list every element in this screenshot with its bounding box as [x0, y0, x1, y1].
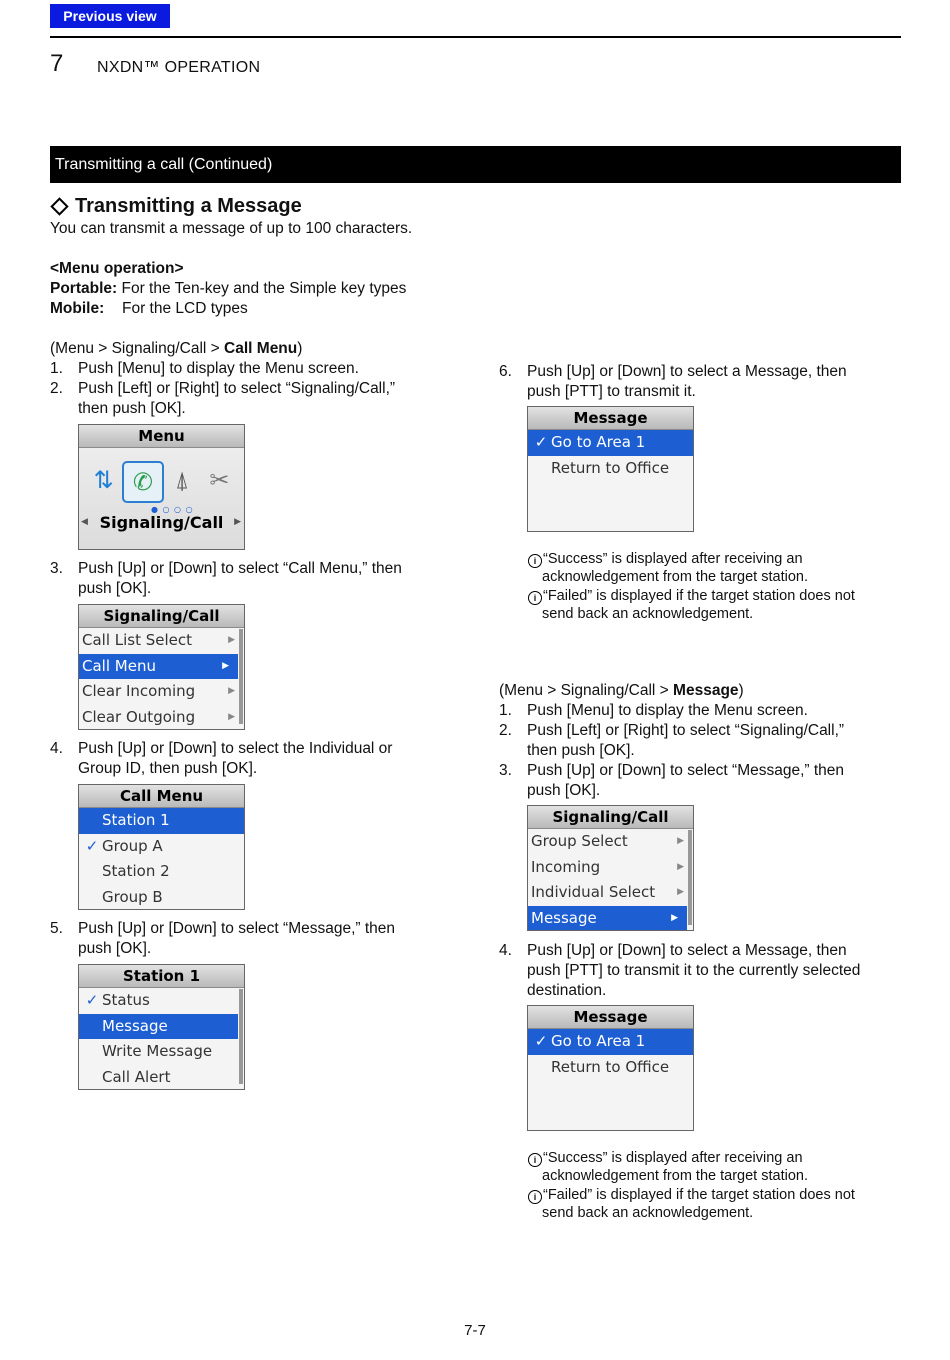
lcd-scrollbar [688, 830, 692, 925]
left-step-3-cont: push [OK]. [78, 580, 152, 597]
path-suffix: ) [738, 682, 744, 699]
left-step-4 [50, 739, 392, 759]
lcd-title: Message [528, 407, 693, 430]
section-title [50, 195, 302, 218]
step-text: Push [Left] or [Right] to select “Signaling/Call,” [527, 722, 845, 739]
chevron-right-icon: ▶ [677, 887, 684, 897]
lcd-item-selected: ✓ Go to Area 1 [528, 430, 693, 456]
chevron-right-icon: ▶ [671, 912, 678, 923]
lcd-scrollbar [239, 989, 243, 1084]
right-menu-path [499, 681, 744, 701]
right-step-4 [499, 941, 847, 961]
right-step-3-cont: push [OK]. [527, 782, 601, 799]
lcd-item: Individual Select ▶ [528, 880, 693, 906]
path-bold: Message [673, 682, 739, 699]
chevron-right-icon: ▶ [222, 660, 229, 671]
left-menu-path [50, 339, 302, 359]
menu-label-text: Signaling/Call [99, 513, 224, 532]
lcd-item: Return to Office [551, 458, 670, 477]
left-arrow-icon: ◀ [81, 517, 88, 527]
menu-icon-row [79, 461, 244, 503]
lcd-message-screen-2 [527, 1005, 694, 1131]
note-failed-1-cont: send back an acknowledgement. [542, 606, 754, 622]
lcd-title: Message [528, 1006, 693, 1029]
lcd-item: Station 2 [102, 862, 170, 880]
lcd-signaling-call-screen [78, 604, 245, 730]
lcd-message-screen-1 [527, 406, 694, 532]
left-step-4-cont: Group ID, then push [OK]. [78, 760, 258, 777]
left-step-5-cont: push [OK]. [78, 940, 152, 957]
path-suffix: ) [297, 340, 303, 357]
left-step-2-cont: then push [OK]. [78, 400, 186, 417]
chevron-right-icon: ▶ [228, 635, 235, 645]
lcd-item: Clear Outgoing ▶ [79, 705, 244, 731]
portable-text: For the Ten-key and the Simple key types [121, 280, 407, 297]
section-banner: Transmitting a call (Continued) [50, 146, 901, 183]
lcd-menu-screen [78, 424, 245, 550]
section-title-text: Transmitting a Message [75, 195, 302, 217]
step-text: Push [Up] or [Down] to select the Individual or [78, 740, 393, 757]
note-success-2-cont: acknowledgement from the target station. [542, 1168, 808, 1184]
lcd-station-1-screen [78, 964, 245, 1090]
checkmark-icon: ✓ [534, 1032, 548, 1050]
note-failed-2-cont: send back an acknowledgement. [542, 1205, 754, 1221]
lcd-item-selected: ✓ Go to Area 1 [528, 1029, 693, 1055]
phone-icon: ✆ [122, 461, 163, 503]
portable-label: Portable: [50, 280, 118, 297]
info-icon: i [528, 591, 542, 605]
diamond-icon [50, 197, 68, 215]
chevron-right-icon: ▶ [677, 836, 684, 846]
lcd-item-selected: Message [79, 1014, 238, 1040]
checkmark-icon: ✓ [85, 991, 99, 1009]
page-number: 7-7 [464, 1322, 486, 1339]
step-text: Push [Up] or [Down] to select a Message, then [527, 363, 847, 380]
info-icon: i [528, 1190, 542, 1204]
step-number: 5. [50, 920, 63, 937]
step-text: Push [Menu] to display the Menu screen. [527, 702, 808, 719]
left-step-1 [50, 359, 359, 379]
lcd-item: ✓ Status [79, 988, 244, 1014]
step-text: Push [Up] or [Down] to select “Message,” then [527, 762, 845, 779]
step-number: 4. [50, 740, 63, 757]
right-step-1 [499, 701, 808, 721]
previous-view-button[interactable]: Previous view [50, 4, 170, 28]
mobile-line [50, 299, 248, 319]
chevron-right-icon: ▶ [677, 861, 684, 872]
menu-selected-label [79, 513, 244, 532]
checkmark-icon: ✓ [85, 836, 99, 855]
step-text: Push [Up] or [Down] to select “Message,” then [78, 920, 396, 937]
step-number: 2. [50, 380, 63, 397]
step-number: 6. [499, 363, 512, 380]
lcd-item: Call Alert [102, 1067, 171, 1086]
right-step-4-cont: push [PTT] to transmit it to the currently selected [527, 962, 861, 979]
step-number: 2. [499, 722, 512, 739]
menu-operation-heading: <Menu operation> [50, 260, 184, 277]
lcd-signaling-call-screen-2 [527, 805, 694, 931]
chevron-right-icon: ▶ [228, 686, 235, 696]
lcd-item: Group B [102, 887, 163, 906]
path-bold: Call Menu [224, 340, 298, 357]
lcd-title: Call Menu [79, 785, 244, 808]
step-text: Push [Left] or [Right] to select “Signaling/Call,” [78, 380, 396, 397]
step-number: 1. [50, 360, 63, 377]
page-dots-icon: ● ○ ○ ○ [151, 505, 194, 514]
mobile-label: Mobile: [50, 300, 105, 317]
chapter-number: 7 [50, 50, 64, 77]
lcd-item-selected: Call Menu ▶ [79, 654, 238, 680]
right-step-3 [499, 761, 844, 781]
lcd-item: Write Message [102, 1042, 213, 1060]
lcd-title: Signaling/Call [79, 605, 244, 628]
note-success-1-cont: acknowledgement from the target station. [542, 569, 808, 585]
left-step-3 [50, 559, 402, 579]
lcd-item: Clear Incoming ▶ [79, 679, 244, 705]
step-number: 3. [50, 560, 63, 577]
lcd-item: Group Select ▶ [528, 829, 693, 855]
info-icon: i [528, 1153, 542, 1167]
lcd-call-menu-screen [78, 784, 245, 910]
path-prefix: (Menu > Signaling/Call > [50, 340, 225, 357]
lcd-title: Signaling/Call [528, 806, 693, 829]
portable-line [50, 279, 406, 299]
note-failed-2: i “Failed” is displayed if the target station does not [528, 1186, 855, 1205]
note-success-1: i “Success” is displayed after receiving an [528, 550, 803, 569]
lcd-scrollbar [239, 629, 243, 724]
tools-icon: ✂ [209, 466, 230, 494]
lcd-item-selected: Message ▶ [528, 906, 687, 932]
checkmark-icon: ✓ [534, 433, 548, 451]
left-step-2 [50, 379, 395, 399]
lcd-item: Incoming ▶ [528, 855, 693, 881]
lcd-item-selected: Station 1 [79, 808, 244, 834]
right-arrow-icon: ▶ [234, 517, 241, 527]
left-step-5 [50, 919, 395, 939]
right-step-4-cont-2: destination. [527, 982, 607, 999]
lcd-item: Call List Select ▶ [79, 628, 244, 654]
info-icon: i [528, 554, 542, 568]
path-prefix: (Menu > Signaling/Call > [499, 682, 674, 699]
section-intro: You can transmit a message of up to 100 characters. [50, 220, 413, 237]
right-step-6 [499, 362, 847, 382]
right-step-2 [499, 721, 844, 741]
step-number: 4. [499, 942, 512, 959]
antenna-icon: ⍋ [174, 466, 190, 494]
note-success-2: i “Success” is displayed after receiving an [528, 1149, 803, 1168]
step-text: Push [Up] or [Down] to select “Call Menu,” then [78, 560, 402, 577]
right-step-6-cont: push [PTT] to transmit it. [527, 383, 696, 400]
chevron-right-icon: ▶ [228, 711, 235, 722]
mobile-text: For the LCD types [122, 300, 248, 317]
step-number: 3. [499, 762, 512, 779]
right-step-2-cont: then push [OK]. [527, 742, 635, 759]
lcd-item: Return to Office [551, 1057, 670, 1076]
step-text: Push [Up] or [Down] to select a Message, then [527, 942, 847, 959]
lcd-title: Station 1 [79, 965, 244, 988]
note-failed-1: i “Failed” is displayed if the target station does not [528, 587, 855, 606]
lcd-item: ✓ Group A [79, 834, 244, 860]
step-number: 1. [499, 702, 512, 719]
chapter-title: NXDN™ OPERATION [97, 59, 261, 76]
updown-arrows-icon: ⇅ [93, 466, 114, 494]
step-text: Push [Menu] to display the Menu screen. [78, 360, 359, 377]
header-rule [50, 36, 901, 38]
lcd-title: Menu [79, 425, 244, 448]
